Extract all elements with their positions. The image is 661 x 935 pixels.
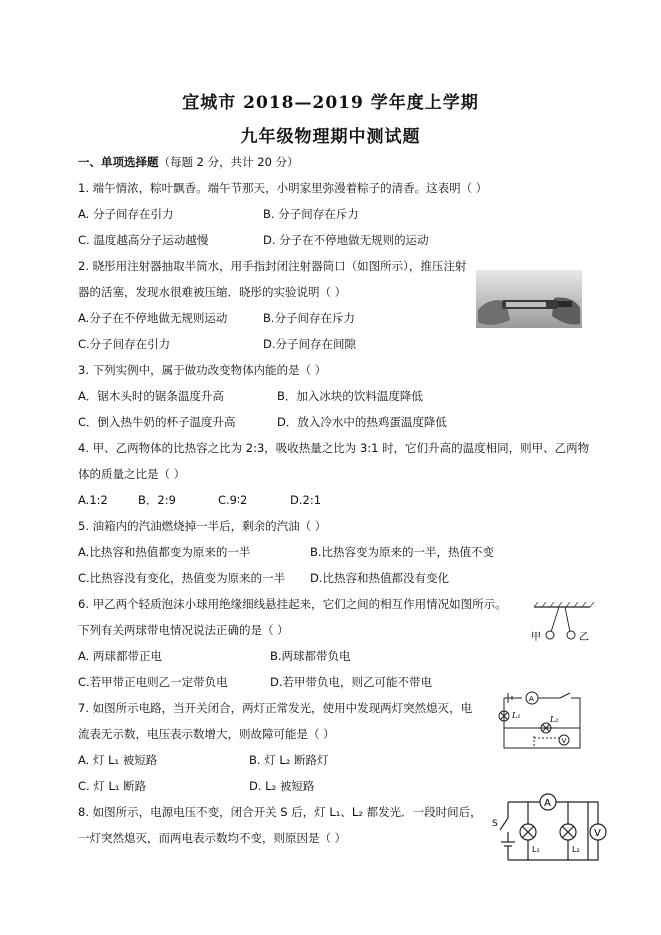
q1-option-b: B. 分子间存在斥力	[263, 207, 359, 221]
syringe-photo	[476, 270, 582, 328]
page-subtitle: 九年级物理期中测试题	[240, 127, 421, 147]
q4-stem-line1: 4. 甲、乙两物体的比热容之比为 2:3，吸收热量之比为 3:1 时，它们升高的温度相同，则甲、乙两物	[78, 441, 590, 455]
q2-option-a: A.分子在不停地做无规则运动	[78, 311, 228, 325]
section-title: 一、单项选择题	[78, 155, 159, 169]
ammeter-label: A	[529, 695, 534, 703]
q5-option-c: C.比热容没有变化，热值变为原来的一半	[78, 571, 286, 585]
q7-option-b: B. 灯 L₂ 断路灯	[249, 753, 329, 767]
q2-option-c: C.分子间存在引力	[78, 337, 171, 351]
q5-option-d: D.比热容和热值都没有变化	[310, 571, 450, 585]
q6-stem-line1: 6. 甲乙两个轻质泡沫小球用绝缘细线悬挂起来，它们之间的相互作用情况如图所示。	[78, 597, 507, 611]
q5-option-b: B.比热容变为原来的一半，热值不变	[310, 545, 495, 559]
q7-stem-line2: 流表无示数，电压表示数增大，则故障可能是（ ）	[78, 727, 335, 741]
voltmeter-label: V	[594, 828, 601, 839]
q4-option-b: B．2:9	[138, 493, 176, 507]
q3-option-d: D．放入冷水中的热鸡蛋温度降低	[277, 415, 447, 429]
q6-option-d: D.若甲带负电，则乙可能不带电	[270, 675, 433, 689]
q4-option-c: C.9∶2	[218, 493, 248, 507]
q7-option-c: C. 灯 L₁ 断路	[78, 779, 147, 793]
q3-option-c: C．倒入热牛奶的杯子温度升高	[78, 415, 236, 429]
ball-label-left: 甲	[531, 632, 541, 643]
q5-option-a: A.比热容和热值都变为原来的一半	[78, 545, 251, 559]
q7-circuit-diagram	[494, 688, 586, 754]
q3-option-a: A．锯木头时的锯条温度升高	[78, 389, 224, 403]
q1-option-d: D. 分子在不停地做无规则的运动	[263, 233, 429, 247]
lamp-l2-label: L₂	[572, 845, 580, 854]
q8-stem-line2: 一灯突然熄灭，而两电表示数均不变，则原因是（ ）	[78, 831, 347, 845]
voltmeter-label: V	[561, 737, 567, 745]
q8-circuit-diagram	[488, 790, 608, 866]
q5-stem: 5. 油箱内的汽油燃烧掉一半后，剩余的汽油（ ）	[78, 519, 327, 533]
lamp-l1-label: L₁	[532, 845, 540, 854]
section-heading	[78, 155, 299, 170]
page-title: 宜城市 2018—2019 学年度上学期	[182, 93, 479, 113]
q6-stem-line2: 下列有关两球带电情况说法正确的是（ ）	[78, 623, 289, 637]
q6-option-a: A. 两球都带正电	[78, 649, 162, 663]
lamp-l1-label: L₁	[512, 711, 521, 720]
q2-option-b: B.分子间存在斥力	[263, 311, 356, 325]
lamp-l2-label: L₂	[550, 715, 559, 724]
hanging-balls-figure	[526, 602, 598, 646]
q6-option-c: C.若甲带正电则乙一定带负电	[78, 675, 228, 689]
q2-option-d: D.分子间存在间隙	[263, 337, 357, 351]
ammeter-label: A	[544, 798, 551, 809]
q7-stem-line1: 7. 如图所示电路，当开关闭合，两灯正常发光，使用中发现两灯突然熄灭，电	[78, 701, 473, 715]
q4-stem-line2: 体的质量之比是（ ）	[78, 467, 186, 481]
q1-option-a: A. 分子间存在引力	[78, 207, 174, 221]
q2-stem-line2: 器的活塞，发现水很难被压缩．晓彤的实验说明（ ）	[78, 285, 347, 299]
q1-option-c: C. 温度越高分子运动越慢	[78, 233, 209, 247]
q1-stem: 1. 端午情浓，粽叶飘香。端午节那天，小明家里弥漫着粽子的清香。这表明（ ）	[78, 181, 488, 195]
q4-option-d: D.2:1	[290, 493, 322, 507]
q4-option-a: A.1:2	[78, 493, 108, 507]
q7-option-d: D. L₂ 被短路	[249, 779, 315, 793]
q3-stem: 3. 下列实例中，属于做功改变物体内能的是（ ）	[78, 363, 327, 377]
ball-label-right: 乙	[579, 632, 589, 643]
section-note: （每题 2 分，共计 20 分）	[158, 155, 299, 169]
switch-label: S	[492, 819, 498, 829]
q3-option-b: B．加入冰块的饮料温度降低	[277, 389, 423, 403]
q7-option-a: A. 灯 L₁ 被短路	[78, 753, 158, 767]
q8-stem-line1: 8. 如图所示，电源电压不变，闭合开关 S 后，灯 L₁、L₂ 都发光．一段时间后，	[78, 805, 482, 819]
q6-option-b: B.两球都带负电	[270, 649, 351, 663]
q2-stem-line1: 2. 晓彤用注射器抽取半筒水，用手指封闭注射器筒口（如图所示），推压注射	[78, 259, 467, 273]
